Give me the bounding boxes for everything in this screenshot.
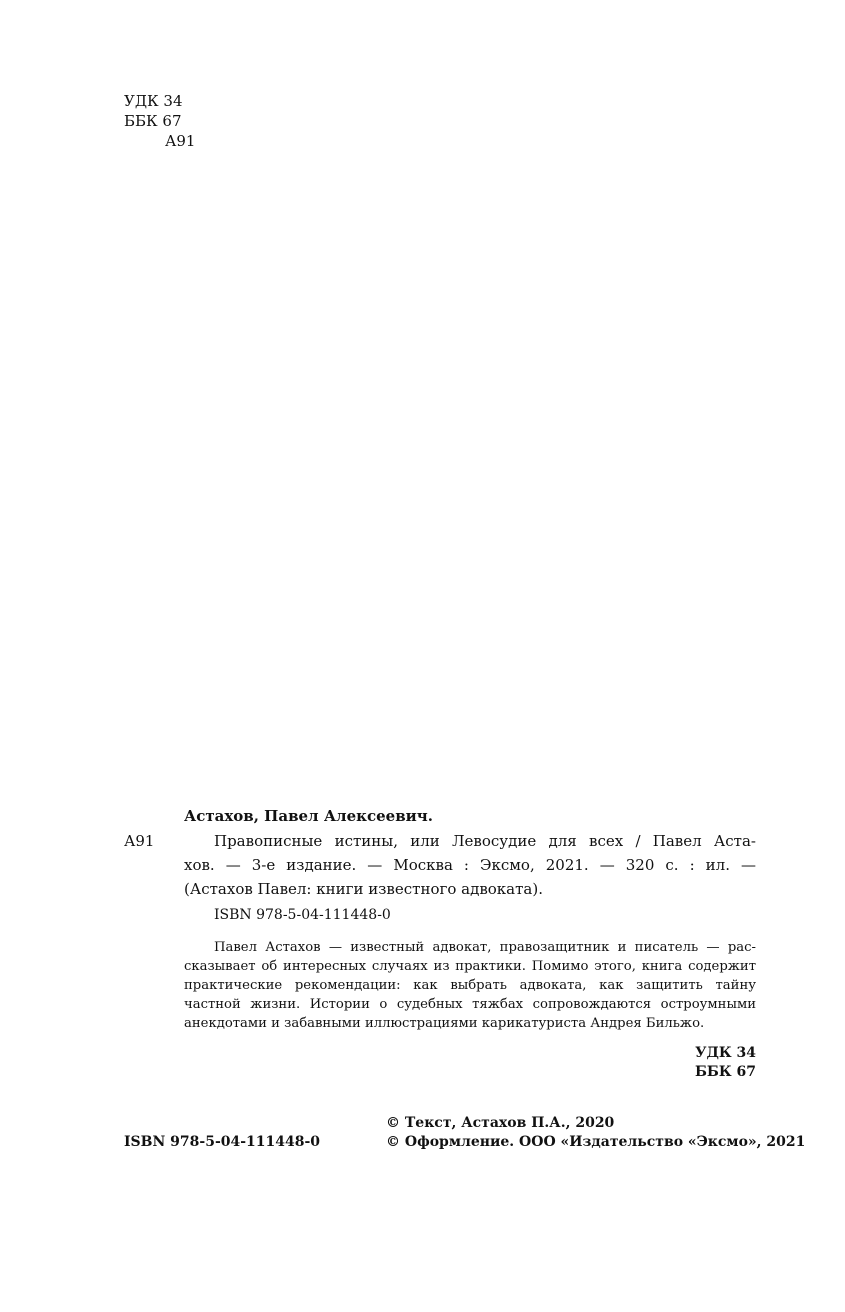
annotation-line: практические рекомендации: как выбрать адвоката, как защитить тайну xyxy=(184,978,756,993)
udk-bottom: УДК 34 xyxy=(695,1045,756,1061)
record-description-line: (Астахов Павел: книги известного адвоката). xyxy=(184,880,543,898)
annotation-line: анекдотами и забавными иллюстрациями карикатуриста Андрея Бильжо. xyxy=(184,1016,705,1031)
record-isbn: ISBN 978-5-04-111448-0 xyxy=(214,907,391,923)
record-author-mark: А91 xyxy=(124,832,155,850)
record-description-line: Правописные истины, или Левосудие для всех / Павел Аста- xyxy=(214,832,756,850)
record-description xyxy=(184,831,756,899)
annotation xyxy=(184,938,756,1033)
copyright-text: © Текст, Астахов П.А., 2020 xyxy=(386,1115,615,1131)
author-mark-top: А91 xyxy=(165,132,196,150)
bbk-top: ББК 67 xyxy=(124,112,182,130)
annotation-line: Павел Астахов — известный адвокат, правозащитник и писатель — рас- xyxy=(214,940,756,955)
annotation-line: сказывает об интересных случаях из практики. Помимо этого, книга содержит xyxy=(184,959,756,974)
footer-isbn: ISBN 978-5-04-111448-0 xyxy=(124,1134,321,1150)
bbk-bottom: ББК 67 xyxy=(694,1064,756,1080)
annotation-line: частной жизни. Истории о судебных тяжбах сопровождаются остроумными xyxy=(184,997,756,1012)
copyright-design: © Оформление. ООО «Издательство «Эксмо», 2021 xyxy=(386,1134,806,1150)
udk-top: УДК 34 xyxy=(124,92,183,110)
record-description-line: хов. — 3-е издание. — Москва : Эксмо, 2021. — 320 с. : ил. — xyxy=(184,856,756,874)
record-heading: Астахов, Павел Алексеевич. xyxy=(184,807,433,825)
